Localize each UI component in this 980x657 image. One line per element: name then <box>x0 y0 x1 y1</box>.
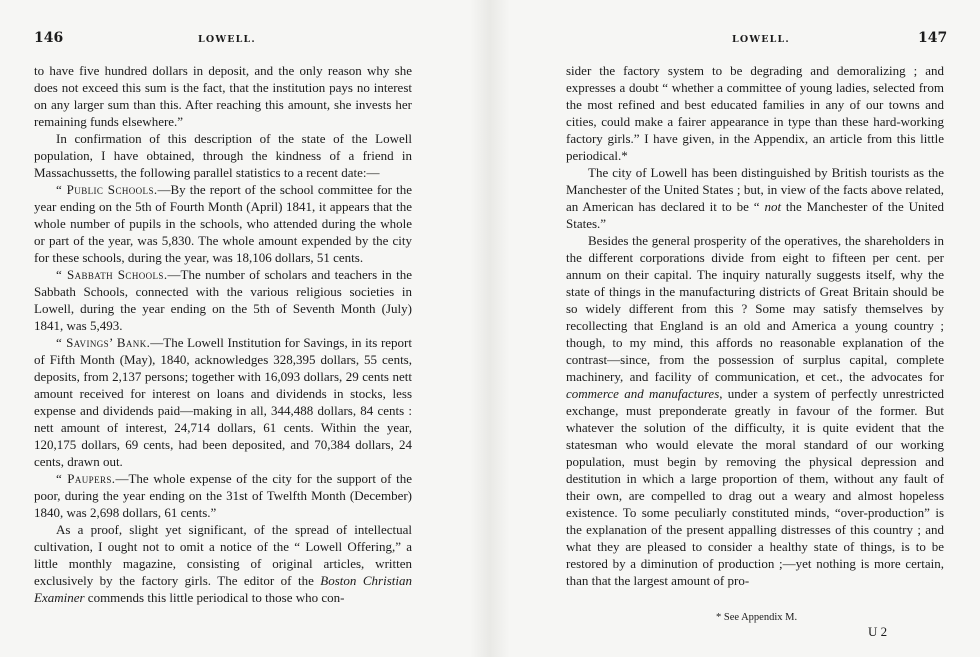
running-head-right: LOWELL. <box>732 34 790 45</box>
signature-mark: U 2 <box>868 624 888 639</box>
section-label: “ Savings’ Bank. <box>56 335 151 350</box>
section-label: “ Sabbath Schools. <box>56 267 168 282</box>
book-gutter <box>470 0 510 657</box>
section-label: “ Public Schools. <box>56 182 158 197</box>
paragraph: In confirmation of this description of the state of the Lowell population, I have obtained, through the kindness of a friend in Massachussetts, the following parallel statistics to a recent date:— <box>34 131 412 180</box>
left-page <box>0 0 470 657</box>
right-page <box>510 0 980 657</box>
lowell-offering-paragraph: As a proof, slight yet significant, of the spread of intellectual cultivation, I ought not to omit a notice of the “ Lowell Offering,” a little monthly magazine, consisting of original articles, written exclusively by the factory girls. The editor of the Boston Christian Examiner commends this little periodical to those who con- <box>34 522 412 605</box>
manchester-paragraph: The city of Lowell has been distinguished by British tourists as the Manchester of the United States ; but, in view of the facts above related, an American has declared it to be “ not the Manchester of the United States.” <box>566 165 944 231</box>
running-head-left: LOWELL. <box>198 34 256 45</box>
page-number-left: 146 <box>34 30 64 46</box>
paragraph: sider the factory system to be degrading and demoralizing ; and expresses a doubt “ whether a committee of young ladies, selected from the most refined and best educated families in any of our towns and cities, could make a fairer appearance in type than these hard-working factory girls.” I have given, in the Appendix, an article from this little periodical.* <box>566 63 944 163</box>
prosperity-paragraph: Besides the general prosperity of the operatives, the shareholders in the different corporations divide from eight to fifteen per cent. per annum on their capital. The inquiry naturally suggests itself, why the state of things in the manufacturing districts of Great Britain should be so widely different from this ? Some may satisfy themselves by recollecting that England is an old and America a young country ; though, to my mind, this affords no reasonable explanation of the contrast—since, from the possession of surplus capital, complete machinery, and facility of communication, et cet., the advocates for commerce and manufactures, under a system of perfectly unrestricted exchange, must preponderate greatly in favour of the former. But whatever the solution of the difficulty, it is quite evident that the statesman who would elevate the moral standard of our working population, must begin by removing the physical depression and destitution in which a large proportion of them, without any fault of their own, are compelled to drag out a weary and almost hopeless existence. To some peculiarly constituted minds, “over-production” is the explanation of the present appalling distresses of this country ; and what they are pleased to consider a healthy state of things, is to be restored by a diminution of production ;—yet nothing is more certain, than that the largest amount of pro- <box>566 233 944 588</box>
italic-word: not <box>764 199 782 214</box>
public-schools-paragraph: “ Public Schools.—By the report of the school committee for the year ending on the 5th of Fourth Month (April) 1841, it appears that the whole number of pupils in the schools, who attended during the whole or part of the year, was 5,830. The whole amount expended by the city for these schools, during the year, was 18,106 dollars, 51 cents. <box>34 182 412 265</box>
sabbath-schools-paragraph: “ Sabbath Schools.—The number of scholars and teachers in the Sabbath Schools, connected with the various religious societies in Lowell, during the year ending on the 5th of Seventh Month (July) 1841, was 5,493. <box>34 267 412 333</box>
paupers-paragraph: “ Paupers.—The whole expense of the city for the support of the poor, during the year ending on the 31st of Twelfth Month (December) 1840, was 2,698 dollars, 61 cents.” <box>34 471 412 520</box>
savings-bank-paragraph: “ Savings’ Bank.—The Lowell Institution for Savings, in its report of Fifth Month (May), 1840, acknowledges 328,395 dollars, 55 cents, deposits, from 2,137 persons; together with 16,093 dollars, 29 cents nett amount received for interest on loans and dividends in stocks, less expense and dividends paid—making in all, 344,488 dollars, 84 cents : nett amount of interest, 24,714 dollars, 61 cents. Within the year, 120,175 dollars, 69 cents, had been deposited, and 70,384 dollars, 24 cents, drawn out. <box>34 335 412 469</box>
footnote: * See Appendix M. <box>716 612 798 623</box>
right-page-body <box>566 62 944 589</box>
left-page-body <box>34 62 412 606</box>
section-label: “ Paupers. <box>56 471 116 486</box>
italic-title: Boston Christian Examiner <box>34 573 412 605</box>
paragraph: to have five hundred dollars in deposit, and the only reason why she does not exceed this sum is the fact, that the institution pays no interest on any larger sum than this. After reaching this amount, she invests her remaining funds elsewhere.” <box>34 63 412 129</box>
italic-phrase: commerce and manufactures <box>566 386 720 401</box>
page-number-right: 147 <box>918 30 948 46</box>
